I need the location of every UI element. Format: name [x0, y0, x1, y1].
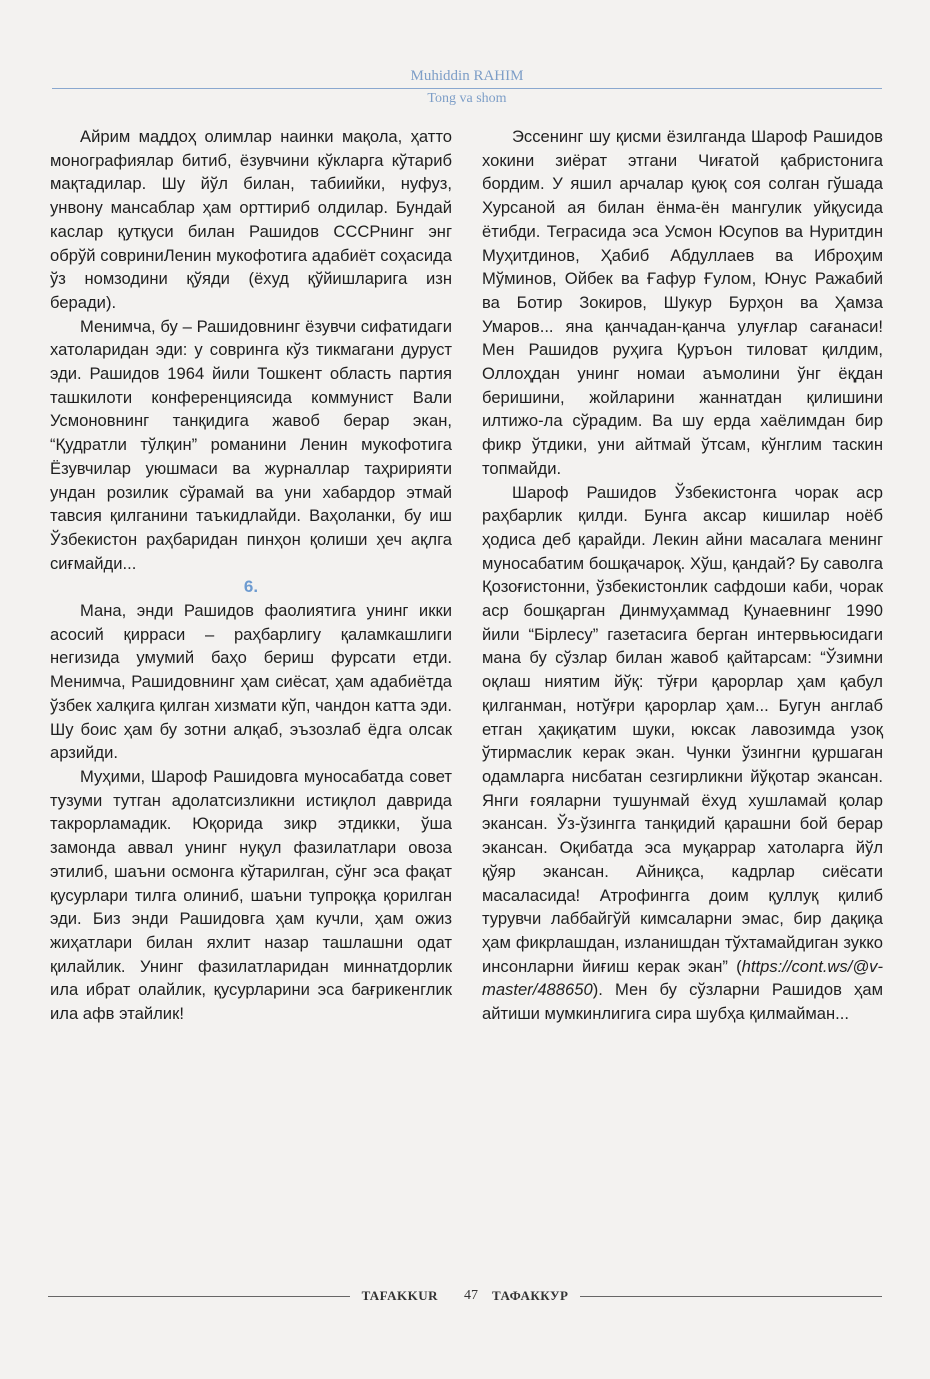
- paragraph: Айрим маддоҳ олимлар наинки мақола, ҳатто монографиялар битиб, ёзувчини кўкларга кўтариб мақтадилар. Шу йўл билан, табиийки, нуфуз, унвону мансаблар ҳам орттириб олдилар. Бундай каслар қутқуси билан Рашидов СССРнинг энг обрўй совриниЛенин мукофотига адабиёт соҳасида ўз номзодини қўяди (ёхуд қўйишларига изн беради).: [50, 127, 452, 312]
- page-footer: [48, 1288, 882, 1304]
- footer-title-cyrillic: ТАФАККУР: [492, 1288, 569, 1303]
- header-subtitle: Tong va shom: [427, 91, 507, 106]
- footer-rule-left: [48, 1296, 350, 1297]
- paragraph: Эссенинг шу қисми ёзилганда Шароф Рашидов хокини зиёрат этгани Чиғатой қабристонига бордим. У яшил арчалар қуюқ соя солган гўшада Хурсаной ая билан ёнма-ён мангулик уйқусида ётибди. Теграсида эса Усмон Юсупов ва Нуритдин Муҳитдинов, Ҳабиб Абдуллаев ва Иброҳим Мўминов, Ойбек ва Ғафур Ғулом, Юнус Ражабий ва Ботир Зокиров, Шукур Бурҳон ва Ҳамза Умаров... яна қанчадан-қанча улуғлар сағанаси! Мен Рашидов руҳига Қуръон тиловат қилдим, Оллоҳдан унинг номаи аъмолини ўнг ёқдан беришини, жойларини жаннатдан қилишини илтижо-ла сўрадим. Ва шу ерда хаёлимдан бир фикр ўтдики, уни айтмай ўтсам, кўнглим таскин топмайди.: [482, 127, 883, 478]
- paragraph: Менимча, бу – Рашидовнинг ёзувчи сифатидаги хатоларидан эди: у совринга кўз тикмагани дуруст эди. Рашидов 1964 йили Тошкент область партия ташкилоти конференциясида коммунист Вали Усмоновнинг танқидига жавоб берар экан, “Қудратли тўлқин” романини Ленин мукофотига Ёзувчилар уюшмаси ва журналлар таҳририяти ундан розилик сўрамай ва уни хабардор этмай тавсия қилганини таъкидлайди. Ваҳоланки, бу иш Ўзбекистон раҳбаридан пинҳон қолиши ҳеч ақлга сиғмайди...: [50, 316, 452, 573]
- paragraph: [482, 481, 883, 1026]
- header-rule: [52, 88, 882, 89]
- paragraph: Мана, энди Рашидов фаолиятига унинг икки асосий қирраси – раҳбарлигу қаламкашлиги негизида умумий баҳо бериш фурсати етди. Менимча, Рашидовнинг ҳам сиёсат, ҳам адабиётда ўзбек халқига қилган хизмати кўп, чандон катта эди. Шу боис ҳам бу зотни алқаб, эъзозлаб ёдга олсак арзийди.: [50, 601, 452, 763]
- left-column: [50, 125, 452, 1026]
- right-column: [482, 125, 883, 1026]
- paragraph-text: Шароф Рашидов Ўзбекистонга чорак аср раҳбарлик қилди. Бунга аксар кишилар ноёб ҳодиса деб қарайди. Лекин айни масалага менинг муносабатим бошқачароқ. Хўш, қандай? Бу саволга Қозоғистонни, ўзбекистонлик сафдоши каби, чорак аср бошқарган Динмуҳаммад Қунаевнинг 1990 йили “Бірлесу” газетасига берган интервьюсидаги мана бу сўзлар билан жавоб қайтарсам: “Ўзимни оқлаш ниятим йўқ: тўғри қарорлар ҳам қабул қилганман, нотўғри қарорлар ҳам... Бугун англаб етган ҳақиқатим шуки, юксак лавозимда узоқ ўтирмаслик керак экан. Чунки ўзингни қуршаган одамларга нисбатан сезгирликни йўқотар экансан. Янги ғояларни тушунмай ёхуд хушламай қолар экансан. Ўз-ўзингга танқидий қарашни бой берар экансан. Оқибатда эса муқаррар хатоларга йўл қўяр экансан. Айниқса, кадрлар сиёсати масаласида! Атрофингга доим қуллуқ қилиб турувчи лаббайгўй кимсаларни эмас, бир дақиқа ҳам фикрлашдан, изланишдан тўхтамайдиган зукко инсонларни йиғиш керак экан” (: [482, 482, 883, 976]
- page-header: [52, 66, 882, 108]
- source-link[interactable]: https://cont.ws/@v-master/488650: [482, 956, 883, 1000]
- section-number: 6.: [243, 577, 259, 597]
- footer-title-latin: TAFAKKUR: [361, 1288, 439, 1303]
- footer-rule-right: [580, 1296, 882, 1297]
- header-author: Muhiddin RAHIM: [410, 68, 524, 84]
- page-number: 47: [464, 1288, 479, 1303]
- paragraph-closing: ). Мен бу сўзларни Рашидов ҳам айтиши мумкинлигига сира шубҳа қилмайман...: [482, 980, 883, 1024]
- paragraph: Муҳими, Шароф Рашидовга муносабатда совет тузуми тутган адолатсизликни истиқлол даврида такрорламадик. Юқорида зикр этдикки, ўша замонда аввал унинг нуқул фазилатлари овоза этилиб, шаъни осмонга кўтарилган, сўнг эса фақат қусурлари тилга олиниб, шаъни тупроққа қорилган эди. Биз энди Рашидовга ҳам кучли, ҳам ожиз жиҳатлари билан яхлит назар ташлашни одат қилайлик. Унинг фазилатларидан миннатдорлик ила ибрат олайлик, қусурларини эса бағрикенглик ила афв этайлик!: [50, 766, 452, 1024]
